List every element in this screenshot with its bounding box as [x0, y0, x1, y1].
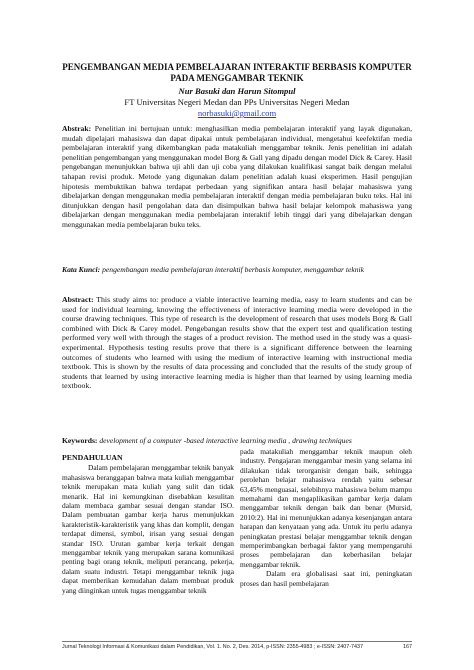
paper-title: PENGEMBANGAN MEDIA PEMBELAJARAN INTERAKTIF BERBASIS KOMPUTER PADA MENGGAMBAR TEKNIK [62, 62, 412, 83]
keywords-english [62, 436, 412, 446]
author-email-link[interactable]: norbasuki@gmail.com [197, 108, 277, 118]
abstract-indonesian-label: Abstrak: [62, 124, 92, 133]
page-footer [62, 641, 412, 651]
body-paragraph: Dalam pembelajaran menggambar teknik banyak mahasiswa beranggapan bahwa mata kuliah menggambar teknik merupakan mata kuliah yang sulit dan tidak menarik. Hal ini kemungkinan disebabkan kesulitan dalam membaca gambar sesuai dengan standar ISO. Dalam pembuatan gambar kerja harus menunjukkan karakteristik-karakteristik yang khas dan komplit, dengan terdapat dimensi, symbol, irisan yang sesuai dengan standar ISO. Urutan gambar kerja terkait dengan menggambar teknik yang merupakan sarana komunikasi penting bagi orang teknik, meliputi perancang, pekerja, dalam suatu industri. Tetapi menggambar teknik juga dapat memberikan kemudahan dalam membuat produk yang diinginkan untuk tugas menggambar teknik [62, 463, 234, 595]
keywords-english-label: Keywords: [62, 436, 98, 445]
author-block [60, 86, 414, 119]
journal-citation: Jurnal Teknologi Informasi & Komunikasi dalam Pendidikan, Vol. 1. No. 2, Des. 2014, p-ISSN: 2355-4983 ; e-ISSN: 2407-7437 [62, 644, 364, 650]
body-paragraph: Dalam era globalisasi saat ini, peningkatan proses dan hasil pembelajaran [240, 569, 412, 588]
abstract-english [62, 295, 412, 391]
abstract-indonesian [62, 124, 412, 230]
keywords-indonesian-label: Kata Kunci: [62, 265, 101, 274]
page-number: 167 [403, 644, 412, 650]
author-names: Nur Basuki dan Harun Sitompul [178, 86, 296, 96]
keywords-indonesian-text: pengembangan media pembelajaran interaktif berbasis komputer, menggambar teknik [100, 265, 365, 274]
author-affiliation: FT Universitas Negeri Medan dan PPs Universitas Negeri Medan [124, 97, 350, 107]
section-heading: PENDAHULUAN [62, 453, 123, 462]
abstract-indonesian-text: Penelitian ini bertujuan untuk: menghasilkan media pembelajaran interaktif yang layak digunakan, mudah dipelajari mahasiswa dan dapat dipakai untuk pembelajaran individual, mengetahui keefektifan media pembelajaran interaktif yang dikembangkan pada matakuliah menggambar teknik. Jenis penelitian ini adalah penelitian pengembangan yang menggunakan model Borg & Gall yang dipadu dengan model Dick & Carey. Hasil pengebangan menunjukkan bahwa uji ahli dan uji coba yang dilakukan kualifikasi sangat baik dengan melalui tahapan revisi produk. Metode yang digunakan dalam penelitian adalah kuasi eksperimen. Hasil pengujian hipotesis membuktikan bahwa terdapat perbedaan yang signifikan antara hasil belajar mahasiswa yang dibelajarkan dengan menggunakan media pembelajaran interaktif dengan media pembelajaran buku teks. Hal ini ditunjukkan dengan hasil pengolahan data dan disimpulkan bahwa hasil belajar kelompok mahasiswa yang dibelajarkan dengan menggunakan media pembelajaran interaktif lebih tinggi dari yang dibelajarkan dengan menggunakan media pembelajaran buku teks. [62, 124, 412, 229]
keywords-english-text: development of a computer -based interactive learning media , drawing techniques [97, 436, 352, 445]
body-column-left [62, 453, 234, 595]
body-column-right [240, 447, 412, 588]
abstract-english-label: Abstract: [62, 295, 94, 304]
keywords-indonesian [62, 265, 412, 275]
abstract-english-text: This study aims to: produce a viable interactive learning media, easy to learn students and can be used for individual learning, knowing the effectiveness of interactive learning media were developed in the course drawing techniques. This type of research is the development of research that uses models Borg & Gall combined with Dick & Carey model. Pengebangan results show that the expert test and qualification testing performed very well with through the stages of a product revision. The method used in the study was a quasi-experimental. Hypothesis testing results prove that there is a significant difference between the learning outcomes of students who learned with using the medium of interactive learning with instructional media textbook. This is shown by the results of data processing and concluded that the results of the study group of students that learned by using interactive learning media is higher than that learned by using learning media textbook. [62, 295, 412, 391]
body-paragraph: pada matakuliah menggambar teknik maupun oleh industry. Pengajaran menggambar mesin yang selama ini dilakukan tidak terorganisir dengan baik, sehingga perolehan belajar mahasiswa rendah yaitu sebesar 63,45% menguasai, selebihnya mahasiswa belum mampu memahami dan mengaplikasikan gambar kerja dalam menggambar teknik dengan baik dan benar (Mursid, 2010:2). Hal ini menunjukkan adanya kesenjangan antara harapan dan kenyataan yang ada. Untuk itu perlu adanya peningkatan prestasi belajar menggambar teknik dengan memperimbangkan berbagai faktor yang mempengaruhi proses pembelajaran dan keberhasilan belajar menggambar teknik. [240, 447, 412, 569]
